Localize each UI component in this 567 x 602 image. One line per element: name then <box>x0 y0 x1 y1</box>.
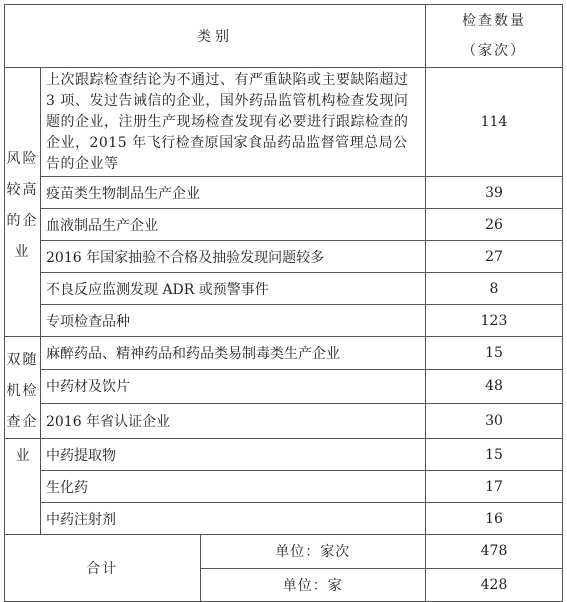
header-count-line2: （家次） <box>462 43 526 59</box>
row-count: 16 <box>426 503 563 535</box>
total-label-cell <box>5 535 426 602</box>
row-name: 麻醉药品、精神药品和药品类易制毒类生产企业 <box>41 337 426 370</box>
row-count: 39 <box>426 177 563 209</box>
row-name: 中药材及饮片 <box>41 369 426 404</box>
table-row <box>5 503 563 535</box>
row-count: 48 <box>426 369 563 404</box>
row-name: 2016 年省认证企业 <box>41 404 426 439</box>
group-label-line: 双随 <box>6 352 39 368</box>
table-row <box>5 209 563 241</box>
table-header-row <box>5 5 563 68</box>
group-label-line: 查企 <box>6 414 39 430</box>
group-label-line: 较高 <box>6 182 39 198</box>
inspection-count-table <box>4 4 563 602</box>
table-row <box>5 177 563 209</box>
group-random-label-cont: 业 <box>5 439 41 535</box>
header-count <box>426 5 563 68</box>
row-count: 8 <box>426 273 563 305</box>
total-inner-table <box>5 535 425 601</box>
total-value-1: 478 <box>426 535 563 569</box>
group-label-line: 业 <box>14 244 31 260</box>
row-name: 疫苗类生物制品生产企业 <box>41 177 426 209</box>
table-row <box>5 369 563 404</box>
row-count: 30 <box>426 404 563 439</box>
table-row <box>5 471 563 503</box>
group-risk-label <box>5 68 41 337</box>
row-count: 123 <box>426 305 563 337</box>
total-label: 合计 <box>5 535 200 601</box>
row-count: 27 <box>426 241 563 273</box>
row-count: 114 <box>426 68 563 177</box>
table-row <box>5 305 563 337</box>
row-count: 15 <box>426 439 563 471</box>
table-row <box>5 337 563 370</box>
row-count: 15 <box>426 337 563 370</box>
total-unit-1: 单位：家次 <box>200 535 425 568</box>
table-row <box>5 68 563 177</box>
row-count: 17 <box>426 471 563 503</box>
group-label-line: 机检 <box>6 383 39 399</box>
table-row <box>5 439 563 471</box>
row-name: 不良反应监测发现 ADR 或预警事件 <box>41 273 426 305</box>
table-row <box>5 273 563 305</box>
row-count: 26 <box>426 209 563 241</box>
total-value-2: 428 <box>426 568 563 602</box>
group-random-label <box>5 337 41 439</box>
row-name: 上次跟踪检查结论为不通过、有严重缺陷或主要缺陷超过 3 项、发过告诫信的企业，国外药品监管机构检查发现问题的企业，注册生产现场检查发现有必要进行跟踪检查的企业，2015 年飞行检查原国家食品药品监督管理总局公告的企业等 <box>41 68 426 177</box>
header-category: 类别 <box>5 5 426 68</box>
row-name: 2016 年国家抽验不合格及抽验发现问题较多 <box>41 241 426 273</box>
row-name: 中药提取物 <box>41 439 426 471</box>
header-count-line1: 检查数量 <box>462 13 526 29</box>
group-label-line: 的企 <box>6 213 39 229</box>
row-name: 专项检查品种 <box>41 305 426 337</box>
row-name: 中药注射剂 <box>41 503 426 535</box>
row-name: 生化药 <box>41 471 426 503</box>
total-row-1 <box>5 535 563 569</box>
group-label-line: 风险 <box>6 151 39 167</box>
table-row <box>5 241 563 273</box>
table-row <box>5 404 563 439</box>
total-unit-2: 单位：家 <box>282 577 343 594</box>
row-name: 血液制品生产企业 <box>41 209 426 241</box>
